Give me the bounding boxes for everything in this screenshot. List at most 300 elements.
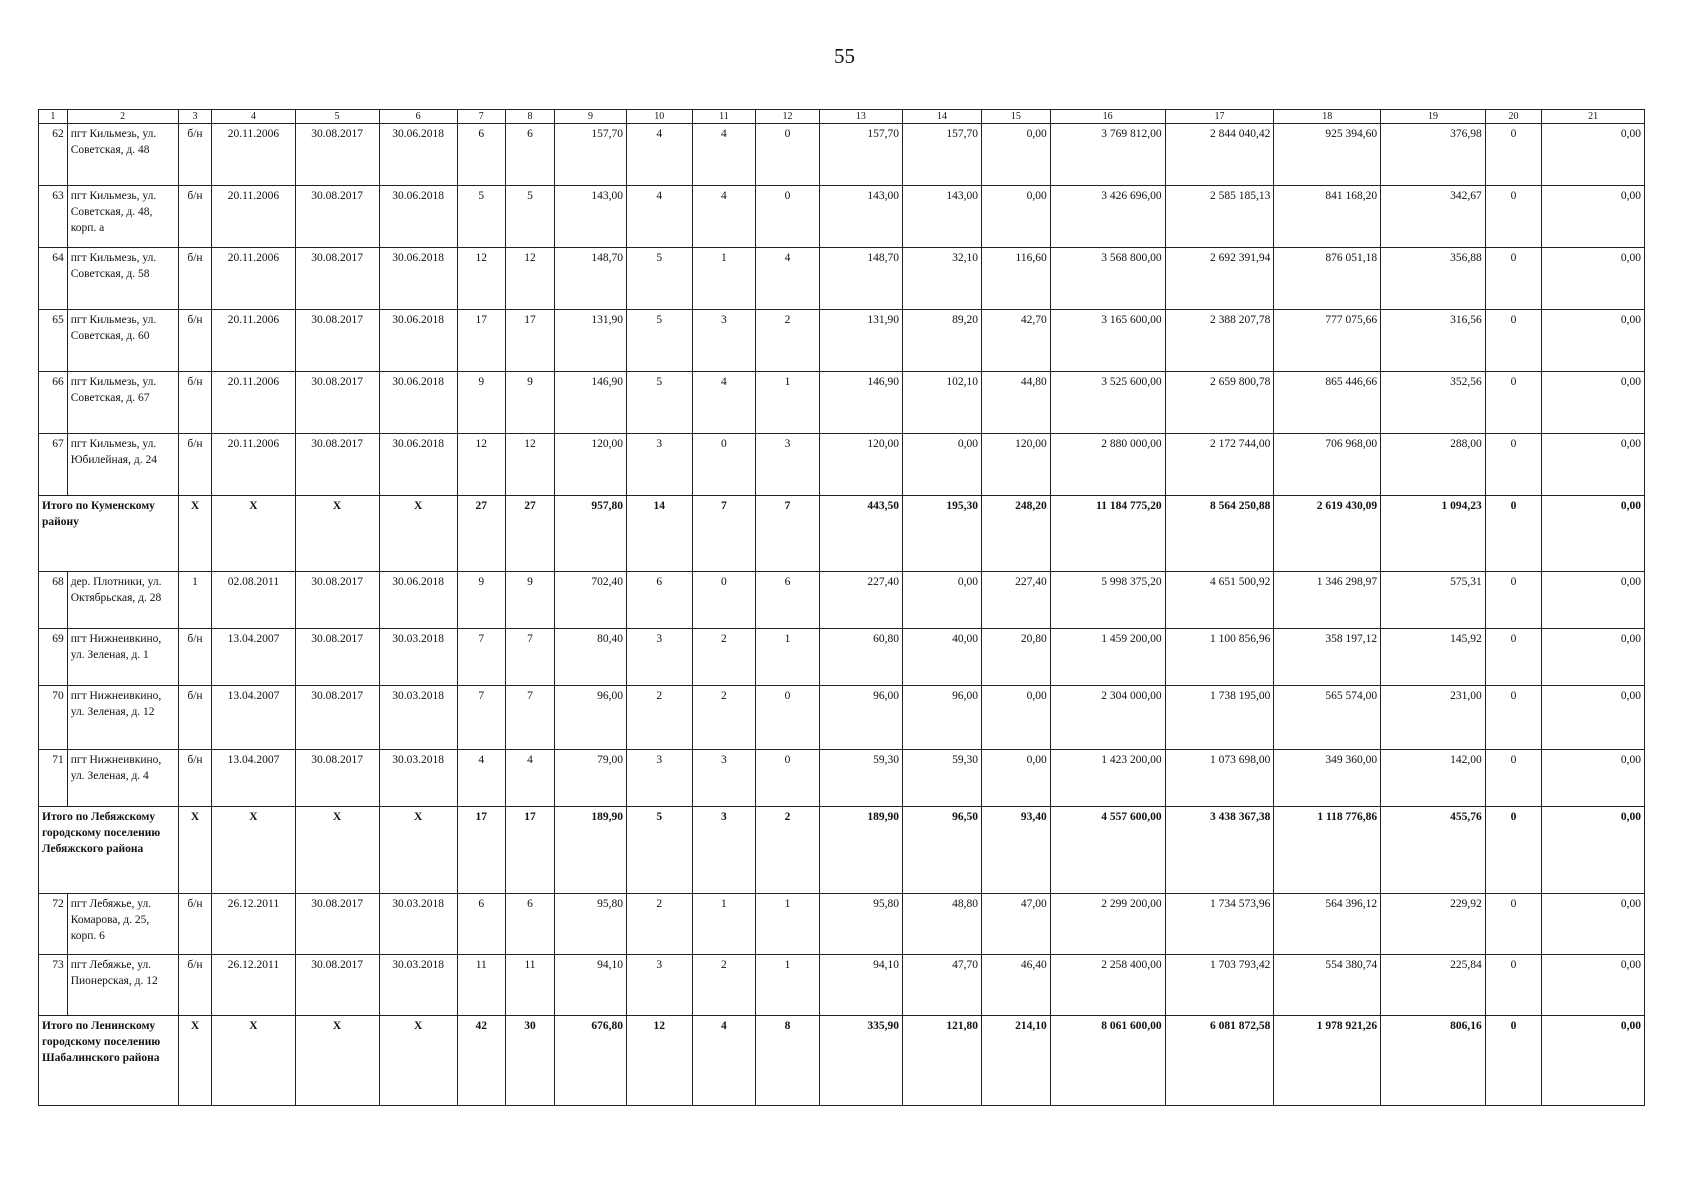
cell-col-10: 5 [626, 372, 692, 434]
cell-col-18: 1 978 921,26 [1274, 1016, 1381, 1106]
table-row [39, 894, 1645, 955]
address-cell: пгт Нижнеивкино, ул. Зеленая, д. 12 [67, 686, 178, 750]
table-body [39, 124, 1645, 1106]
cell-col-7: 9 [457, 572, 505, 629]
cell-col-9: 80,40 [555, 629, 627, 686]
cell-col-20: 0 [1485, 434, 1541, 496]
table-row [39, 750, 1645, 807]
cell-col-12: 7 [756, 496, 820, 572]
column-number-13: 13 [819, 110, 902, 124]
cell-col-10: 3 [626, 629, 692, 686]
cell-col-18: 1 118 776,86 [1274, 807, 1381, 894]
cell-col-17: 4 651 500,92 [1165, 572, 1274, 629]
cell-col-13: 335,90 [819, 1016, 902, 1106]
column-number-8: 8 [505, 110, 554, 124]
cell-col-17: 1 073 698,00 [1165, 750, 1274, 807]
cell-col-9: 131,90 [555, 310, 627, 372]
cell-col-7: 17 [457, 807, 505, 894]
cell-col-16: 3 769 812,00 [1050, 124, 1165, 186]
cell-col-15: 0,00 [981, 750, 1050, 807]
cell-col-7: 12 [457, 248, 505, 310]
row-index: 68 [39, 572, 68, 629]
cell-col-17: 2 585 185,13 [1165, 186, 1274, 248]
cell-col-20: 0 [1485, 629, 1541, 686]
cell-col-12: 0 [756, 686, 820, 750]
cell-col-7: 6 [457, 124, 505, 186]
cell-col-19: 342,67 [1381, 186, 1486, 248]
cell-col-13: 131,90 [819, 310, 902, 372]
cell-col-20: 0 [1485, 124, 1541, 186]
cell-col-20: 0 [1485, 248, 1541, 310]
cell-col-20: 0 [1485, 894, 1541, 955]
cell-col-4: X [212, 807, 295, 894]
cell-col-12: 2 [756, 807, 820, 894]
column-number-14: 14 [902, 110, 981, 124]
cell-col-6: 30.06.2018 [379, 124, 457, 186]
column-number-19: 19 [1381, 110, 1486, 124]
row-index: 71 [39, 750, 68, 807]
row-index: 70 [39, 686, 68, 750]
cell-col-17: 2 659 800,78 [1165, 372, 1274, 434]
cell-col-14: 32,10 [902, 248, 981, 310]
address-cell: пгт Кильмезь, ул. Советская, д. 58 [67, 248, 178, 310]
cell-col-17: 1 734 573,96 [1165, 894, 1274, 955]
cell-col-16: 8 061 600,00 [1050, 1016, 1165, 1106]
cell-col-11: 7 [692, 496, 756, 572]
cell-col-4: 20.11.2006 [212, 186, 295, 248]
row-index: 73 [39, 955, 68, 1016]
cell-col-3: б/н [178, 894, 212, 955]
cell-col-17: 1 100 856,96 [1165, 629, 1274, 686]
cell-col-18: 706 968,00 [1274, 434, 1381, 496]
register-table [38, 109, 1645, 1106]
cell-col-19: 575,31 [1381, 572, 1486, 629]
cell-col-18: 925 394,60 [1274, 124, 1381, 186]
cell-col-5: 30.08.2017 [295, 434, 379, 496]
total-label: Итого по Лебяжскому городскому поселению Лебяжского района [39, 807, 179, 894]
cell-col-19: 288,00 [1381, 434, 1486, 496]
cell-col-16: 3 568 800,00 [1050, 248, 1165, 310]
cell-col-9: 95,80 [555, 894, 627, 955]
cell-col-14: 157,70 [902, 124, 981, 186]
address-cell: пгт Лебяжье, ул. Пионерская, д. 12 [67, 955, 178, 1016]
column-number-11: 11 [692, 110, 756, 124]
cell-col-21: 0,00 [1542, 750, 1645, 807]
cell-col-20: 0 [1485, 686, 1541, 750]
total-row [39, 807, 1645, 894]
cell-col-21: 0,00 [1542, 629, 1645, 686]
cell-col-13: 146,90 [819, 372, 902, 434]
cell-col-11: 2 [692, 955, 756, 1016]
row-index: 62 [39, 124, 68, 186]
cell-col-11: 3 [692, 807, 756, 894]
cell-col-21: 0,00 [1542, 124, 1645, 186]
cell-col-6: X [379, 807, 457, 894]
cell-col-6: 30.03.2018 [379, 955, 457, 1016]
cell-col-7: 9 [457, 372, 505, 434]
cell-col-10: 2 [626, 894, 692, 955]
cell-col-15: 42,70 [981, 310, 1050, 372]
address-cell: пгт Кильмезь, ул. Советская, д. 67 [67, 372, 178, 434]
cell-col-15: 44,80 [981, 372, 1050, 434]
cell-col-7: 12 [457, 434, 505, 496]
cell-col-14: 0,00 [902, 434, 981, 496]
cell-col-8: 6 [505, 124, 554, 186]
cell-col-5: 30.08.2017 [295, 686, 379, 750]
cell-col-5: 30.08.2017 [295, 186, 379, 248]
cell-col-13: 227,40 [819, 572, 902, 629]
cell-col-4: 20.11.2006 [212, 310, 295, 372]
cell-col-17: 3 438 367,38 [1165, 807, 1274, 894]
cell-col-12: 6 [756, 572, 820, 629]
cell-col-13: 94,10 [819, 955, 902, 1016]
cell-col-13: 143,00 [819, 186, 902, 248]
cell-col-7: 4 [457, 750, 505, 807]
cell-col-13: 96,00 [819, 686, 902, 750]
cell-col-18: 876 051,18 [1274, 248, 1381, 310]
cell-col-16: 3 525 600,00 [1050, 372, 1165, 434]
cell-col-19: 316,56 [1381, 310, 1486, 372]
cell-col-10: 5 [626, 807, 692, 894]
cell-col-3: X [178, 496, 212, 572]
cell-col-3: б/н [178, 248, 212, 310]
cell-col-11: 3 [692, 310, 756, 372]
cell-col-10: 3 [626, 955, 692, 1016]
table-row [39, 686, 1645, 750]
cell-col-16: 2 304 000,00 [1050, 686, 1165, 750]
cell-col-21: 0,00 [1542, 186, 1645, 248]
cell-col-17: 1 703 793,42 [1165, 955, 1274, 1016]
cell-col-10: 3 [626, 434, 692, 496]
address-cell: пгт Кильмезь, ул. Советская, д. 60 [67, 310, 178, 372]
cell-col-15: 0,00 [981, 186, 1050, 248]
cell-col-4: 20.11.2006 [212, 124, 295, 186]
cell-col-13: 443,50 [819, 496, 902, 572]
cell-col-15: 120,00 [981, 434, 1050, 496]
cell-col-8: 12 [505, 248, 554, 310]
column-number-16: 16 [1050, 110, 1165, 124]
column-number-12: 12 [756, 110, 820, 124]
cell-col-20: 0 [1485, 807, 1541, 894]
cell-col-8: 6 [505, 894, 554, 955]
cell-col-7: 42 [457, 1016, 505, 1106]
total-row [39, 1016, 1645, 1106]
cell-col-4: 20.11.2006 [212, 434, 295, 496]
cell-col-8: 7 [505, 629, 554, 686]
cell-col-11: 4 [692, 1016, 756, 1106]
cell-col-20: 0 [1485, 372, 1541, 434]
cell-col-8: 12 [505, 434, 554, 496]
address-cell: пгт Нижнеивкино, ул. Зеленая, д. 4 [67, 750, 178, 807]
cell-col-20: 0 [1485, 1016, 1541, 1106]
cell-col-14: 59,30 [902, 750, 981, 807]
cell-col-14: 40,00 [902, 629, 981, 686]
cell-col-19: 376,98 [1381, 124, 1486, 186]
table-row [39, 434, 1645, 496]
cell-col-9: 148,70 [555, 248, 627, 310]
row-index: 72 [39, 894, 68, 955]
address-cell: пгт Лебяжье, ул. Комарова, д. 25, корп. 6 [67, 894, 178, 955]
cell-col-16: 3 426 696,00 [1050, 186, 1165, 248]
cell-col-14: 121,80 [902, 1016, 981, 1106]
cell-col-12: 0 [756, 124, 820, 186]
cell-col-16: 2 299 200,00 [1050, 894, 1165, 955]
cell-col-5: X [295, 1016, 379, 1106]
cell-col-10: 14 [626, 496, 692, 572]
cell-col-8: 30 [505, 1016, 554, 1106]
table-row [39, 310, 1645, 372]
table-row [39, 186, 1645, 248]
address-cell: пгт Кильмезь, ул. Советская, д. 48 [67, 124, 178, 186]
cell-col-9: 94,10 [555, 955, 627, 1016]
cell-col-10: 5 [626, 248, 692, 310]
row-index: 66 [39, 372, 68, 434]
cell-col-8: 11 [505, 955, 554, 1016]
cell-col-8: 5 [505, 186, 554, 248]
cell-col-15: 46,40 [981, 955, 1050, 1016]
cell-col-3: б/н [178, 186, 212, 248]
header-row [39, 110, 1645, 124]
cell-col-14: 48,80 [902, 894, 981, 955]
cell-col-17: 2 388 207,78 [1165, 310, 1274, 372]
cell-col-10: 3 [626, 750, 692, 807]
cell-col-6: 30.03.2018 [379, 750, 457, 807]
cell-col-7: 11 [457, 955, 505, 1016]
cell-col-13: 95,80 [819, 894, 902, 955]
cell-col-3: б/н [178, 310, 212, 372]
cell-col-17: 2 172 744,00 [1165, 434, 1274, 496]
row-index: 65 [39, 310, 68, 372]
cell-col-4: 20.11.2006 [212, 248, 295, 310]
cell-col-4: 02.08.2011 [212, 572, 295, 629]
cell-col-19: 1 094,23 [1381, 496, 1486, 572]
cell-col-7: 17 [457, 310, 505, 372]
cell-col-20: 0 [1485, 186, 1541, 248]
cell-col-16: 11 184 775,20 [1050, 496, 1165, 572]
cell-col-12: 8 [756, 1016, 820, 1106]
cell-col-17: 2 692 391,94 [1165, 248, 1274, 310]
row-index: 69 [39, 629, 68, 686]
cell-col-5: 30.08.2017 [295, 572, 379, 629]
cell-col-21: 0,00 [1542, 807, 1645, 894]
cell-col-11: 2 [692, 686, 756, 750]
column-number-7: 7 [457, 110, 505, 124]
cell-col-21: 0,00 [1542, 955, 1645, 1016]
cell-col-7: 7 [457, 686, 505, 750]
total-row [39, 496, 1645, 572]
cell-col-3: б/н [178, 434, 212, 496]
cell-col-3: б/н [178, 372, 212, 434]
column-number-2: 2 [67, 110, 178, 124]
cell-col-6: 30.06.2018 [379, 186, 457, 248]
cell-col-20: 0 [1485, 496, 1541, 572]
column-number-10: 10 [626, 110, 692, 124]
cell-col-4: 26.12.2011 [212, 955, 295, 1016]
cell-col-3: б/н [178, 124, 212, 186]
cell-col-15: 93,40 [981, 807, 1050, 894]
cell-col-17: 8 564 250,88 [1165, 496, 1274, 572]
cell-col-11: 1 [692, 248, 756, 310]
cell-col-5: 30.08.2017 [295, 894, 379, 955]
cell-col-11: 4 [692, 124, 756, 186]
table-row [39, 629, 1645, 686]
cell-col-16: 1 423 200,00 [1050, 750, 1165, 807]
table-row [39, 372, 1645, 434]
cell-col-11: 4 [692, 186, 756, 248]
cell-col-8: 9 [505, 372, 554, 434]
cell-col-15: 248,20 [981, 496, 1050, 572]
row-index: 63 [39, 186, 68, 248]
cell-col-6: X [379, 1016, 457, 1106]
cell-col-4: 13.04.2007 [212, 686, 295, 750]
cell-col-8: 27 [505, 496, 554, 572]
address-cell: пгт Кильмезь, ул. Юбилейная, д. 24 [67, 434, 178, 496]
cell-col-9: 676,80 [555, 1016, 627, 1106]
cell-col-14: 89,20 [902, 310, 981, 372]
cell-col-19: 229,92 [1381, 894, 1486, 955]
table-row [39, 572, 1645, 629]
cell-col-13: 60,80 [819, 629, 902, 686]
cell-col-8: 9 [505, 572, 554, 629]
cell-col-21: 0,00 [1542, 686, 1645, 750]
cell-col-19: 145,92 [1381, 629, 1486, 686]
cell-col-14: 102,10 [902, 372, 981, 434]
cell-col-9: 189,90 [555, 807, 627, 894]
cell-col-4: 13.04.2007 [212, 750, 295, 807]
cell-col-10: 5 [626, 310, 692, 372]
cell-col-15: 47,00 [981, 894, 1050, 955]
cell-col-4: X [212, 1016, 295, 1106]
cell-col-5: 30.08.2017 [295, 372, 379, 434]
cell-col-11: 4 [692, 372, 756, 434]
cell-col-6: 30.06.2018 [379, 434, 457, 496]
cell-col-8: 7 [505, 686, 554, 750]
cell-col-20: 0 [1485, 955, 1541, 1016]
cell-col-20: 0 [1485, 572, 1541, 629]
cell-col-12: 1 [756, 629, 820, 686]
column-number-21: 21 [1542, 110, 1645, 124]
cell-col-5: 30.08.2017 [295, 629, 379, 686]
cell-col-13: 148,70 [819, 248, 902, 310]
cell-col-4: 20.11.2006 [212, 372, 295, 434]
cell-col-5: 30.08.2017 [295, 750, 379, 807]
cell-col-9: 702,40 [555, 572, 627, 629]
cell-col-11: 2 [692, 629, 756, 686]
cell-col-3: X [178, 1016, 212, 1106]
cell-col-13: 157,70 [819, 124, 902, 186]
cell-col-19: 231,00 [1381, 686, 1486, 750]
cell-col-19: 352,56 [1381, 372, 1486, 434]
cell-col-15: 20,80 [981, 629, 1050, 686]
cell-col-9: 143,00 [555, 186, 627, 248]
cell-col-9: 96,00 [555, 686, 627, 750]
cell-col-14: 96,50 [902, 807, 981, 894]
cell-col-6: 30.03.2018 [379, 686, 457, 750]
cell-col-21: 0,00 [1542, 372, 1645, 434]
row-index: 67 [39, 434, 68, 496]
cell-col-11: 3 [692, 750, 756, 807]
cell-col-3: б/н [178, 629, 212, 686]
cell-col-13: 120,00 [819, 434, 902, 496]
cell-col-15: 116,60 [981, 248, 1050, 310]
cell-col-13: 59,30 [819, 750, 902, 807]
cell-col-13: 189,90 [819, 807, 902, 894]
cell-col-15: 227,40 [981, 572, 1050, 629]
cell-col-15: 214,10 [981, 1016, 1050, 1106]
address-cell: дер. Плотники, ул. Октябрьская, д. 28 [67, 572, 178, 629]
cell-col-9: 146,90 [555, 372, 627, 434]
cell-col-16: 5 998 375,20 [1050, 572, 1165, 629]
cell-col-6: 30.06.2018 [379, 310, 457, 372]
cell-col-19: 806,16 [1381, 1016, 1486, 1106]
cell-col-3: 1 [178, 572, 212, 629]
cell-col-16: 2 258 400,00 [1050, 955, 1165, 1016]
cell-col-4: 13.04.2007 [212, 629, 295, 686]
column-number-20: 20 [1485, 110, 1541, 124]
cell-col-18: 349 360,00 [1274, 750, 1381, 807]
cell-col-5: 30.08.2017 [295, 955, 379, 1016]
cell-col-3: X [178, 807, 212, 894]
cell-col-7: 5 [457, 186, 505, 248]
address-cell: пгт Кильмезь, ул. Советская, д. 48, корп. а [67, 186, 178, 248]
cell-col-5: 30.08.2017 [295, 248, 379, 310]
cell-col-19: 455,76 [1381, 807, 1486, 894]
cell-col-12: 2 [756, 310, 820, 372]
cell-col-7: 7 [457, 629, 505, 686]
cell-col-17: 6 081 872,58 [1165, 1016, 1274, 1106]
cell-col-11: 1 [692, 894, 756, 955]
column-number-15: 15 [981, 110, 1050, 124]
cell-col-19: 225,84 [1381, 955, 1486, 1016]
cell-col-18: 565 574,00 [1274, 686, 1381, 750]
cell-col-5: X [295, 807, 379, 894]
cell-col-7: 27 [457, 496, 505, 572]
cell-col-7: 6 [457, 894, 505, 955]
column-number-1: 1 [39, 110, 68, 124]
cell-col-12: 1 [756, 894, 820, 955]
cell-col-6: 30.06.2018 [379, 572, 457, 629]
cell-col-12: 1 [756, 372, 820, 434]
cell-col-14: 47,70 [902, 955, 981, 1016]
column-number-6: 6 [379, 110, 457, 124]
cell-col-14: 143,00 [902, 186, 981, 248]
cell-col-18: 777 075,66 [1274, 310, 1381, 372]
cell-col-6: 30.06.2018 [379, 372, 457, 434]
cell-col-8: 17 [505, 310, 554, 372]
cell-col-14: 195,30 [902, 496, 981, 572]
cell-col-12: 4 [756, 248, 820, 310]
cell-col-12: 3 [756, 434, 820, 496]
cell-col-6: 30.03.2018 [379, 894, 457, 955]
cell-col-18: 2 619 430,09 [1274, 496, 1381, 572]
cell-col-21: 0,00 [1542, 572, 1645, 629]
cell-col-5: 30.08.2017 [295, 310, 379, 372]
cell-col-10: 4 [626, 124, 692, 186]
table-row [39, 248, 1645, 310]
cell-col-21: 0,00 [1542, 496, 1645, 572]
cell-col-20: 0 [1485, 310, 1541, 372]
cell-col-6: 30.06.2018 [379, 248, 457, 310]
cell-col-5: 30.08.2017 [295, 124, 379, 186]
cell-col-12: 0 [756, 750, 820, 807]
page-number: 55 [834, 44, 855, 68]
cell-col-21: 0,00 [1542, 894, 1645, 955]
column-number-5: 5 [295, 110, 379, 124]
cell-col-16: 1 459 200,00 [1050, 629, 1165, 686]
cell-col-16: 4 557 600,00 [1050, 807, 1165, 894]
cell-col-3: б/н [178, 750, 212, 807]
cell-col-10: 12 [626, 1016, 692, 1106]
